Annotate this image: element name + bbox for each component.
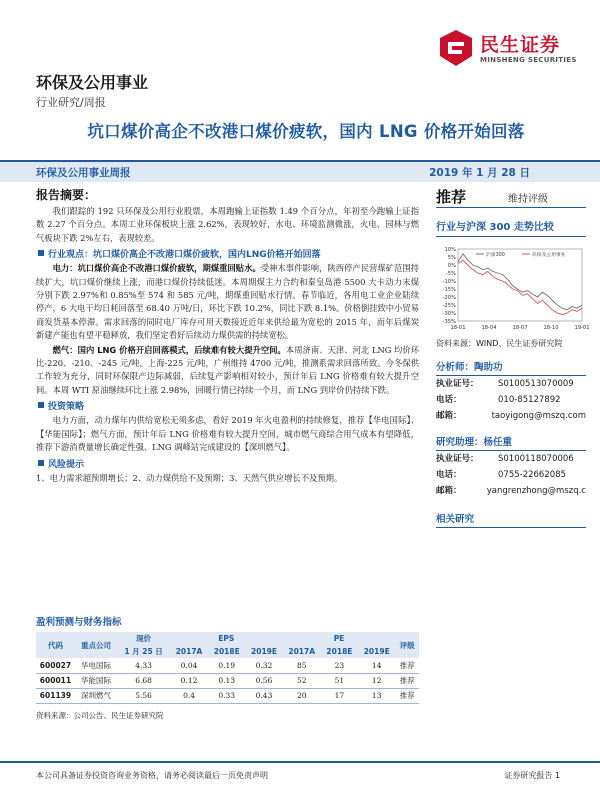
x-tick-label: 18-10	[543, 325, 559, 331]
risk-paragraph: 1、电力需求超预期增长；2、动力煤供给不及预期；3、天然气供应增长不及预期。	[36, 472, 343, 483]
analyst-email	[436, 408, 586, 424]
banner-title: 环保及公用事业周报	[36, 167, 131, 179]
cell-price: 4.33	[117, 658, 170, 673]
analyst-license	[436, 376, 586, 392]
y-tick-label: 0%	[447, 263, 456, 269]
y-tick-label: -35%	[442, 319, 456, 325]
footer-divider	[0, 761, 600, 763]
performance-chart	[436, 243, 590, 335]
rating-value: 维持评级	[508, 194, 548, 205]
related-research[interactable]: 相关研究	[436, 511, 586, 528]
summary-title: 报告摘要：	[36, 188, 97, 202]
cell-eps: 0.04	[170, 658, 208, 673]
chart-title: 行业与沪深 300 走势比较	[436, 218, 586, 237]
col-pe-2018: 2018E	[321, 645, 358, 658]
y-tick-label: -20%	[442, 295, 456, 301]
gas-lead: 燃气：国内 LNG 价格开启回落模式，后续难有较大提升空间。	[52, 344, 286, 355]
y-tick-label: 10%	[444, 247, 456, 253]
report-type: 行业研究/周报	[36, 96, 106, 109]
legend-label: 沪深300	[486, 253, 505, 258]
power-paragraph	[36, 262, 419, 342]
assistant-email-key: 邮箱：	[436, 486, 462, 496]
footer-page: 证券研究报告 1	[504, 771, 560, 780]
analyst-license-key: 执业证号：	[436, 379, 479, 389]
cell-eps: 0.19	[208, 658, 245, 673]
col-pe-2017: 2017A	[283, 645, 321, 658]
assistant-phone-value: 0755-22662085	[498, 470, 566, 480]
bullet-risk	[38, 457, 419, 470]
sector-title: 环保及公用事业	[36, 73, 149, 92]
legend-label: 环保及公用事业	[532, 253, 566, 258]
report-banner	[0, 160, 600, 182]
cell-pe: 17	[321, 688, 358, 703]
col-eps-2018: 2018E	[208, 645, 245, 658]
power-text: 受神木事件影响，陕西停产民营煤矿范围持续扩大，坑口煤价继续上涨，而港口煤价持续低迷。本周期煤主力合约和秦皇岛港 5500 大卡动力末煤分别下跌 2.97%和 0.85%至 574 和 585 元/吨，期煤重回贴水行情。春节临近，各用电工业企业陆续停产，6 大电干均日耗回落至 68.40 万吨/日，环比下跌 10.2%，同比下跌 8.1%。价格倒挂致中小贸易商发货基本停滞。需求回落的同时电厂库存可用天数接近近年来供给最为宽松的 2015 年，而年后煤炭新建产能也有望平稳释放，我们坚定看好后续动力煤供需的持续宽松。	[36, 263, 419, 341]
cell-pe: 12	[358, 673, 395, 688]
company-logo	[436, 28, 586, 76]
cell-pe: 23	[321, 658, 358, 673]
series-line-1	[458, 260, 582, 314]
x-tick-label: 18-04	[481, 325, 497, 331]
assistant-license-value: S0100118070006	[498, 454, 574, 464]
assistant-email	[436, 483, 586, 499]
cell-eps: 0.4	[170, 688, 208, 703]
summary-section	[36, 186, 419, 486]
cell-rating: 推荐	[395, 673, 419, 688]
cell-eps: 0.43	[245, 688, 282, 703]
assistant-license	[436, 451, 586, 467]
gas-text: 本周济南、天津、河北 LNG 均价环比-220、-210、-245 元/吨，上海-225 元/吨，广州维持 4700 元/吨，推测系需求回落所致。今冬保供工作较为充分，同时环保限产边际减弱，后续复产影响相对较小，预计年后 LNG 价格难有较大提升空间。本周 WTI 原油继续环比上涨 2.98%，回暖行情已持续一个月，而 LNG 到岸价仍持续下跌。	[36, 344, 419, 395]
cell-pe: 13	[358, 688, 395, 703]
analyst-email-value[interactable]: taoyigong@mszq.com	[491, 411, 586, 421]
col-price-date: 1 月 25 日	[117, 645, 170, 658]
cell-price: 5.56	[117, 688, 170, 703]
assistant-email-value[interactable]: yangrenzhong@mszq.c	[486, 486, 586, 496]
x-tick-label: 19-01	[574, 325, 590, 331]
cell-pe: 51	[321, 673, 358, 688]
side-panel	[436, 186, 590, 528]
y-tick-label: -25%	[442, 303, 456, 309]
cell-pe: 14	[358, 658, 395, 673]
col-price: 现价	[117, 632, 170, 645]
analyst-phone	[436, 392, 586, 408]
summary-intro: 我们跟踪的 192 只环保及公用行业股票，本周跑输上证指数 1.49 个百分点，年初至今跑输上证指数 2.27 个百分点。本周工业环保板块上涨 2.62%，表现较好，水电、环境监测微涨，火电、园林与燃气板块下跌 2%左右，表现较差。	[36, 206, 419, 243]
assistant-phone-key: 电话：	[436, 470, 462, 480]
bullet-strategy-label: 投资策略	[48, 402, 85, 413]
y-tick-label: 5%	[447, 255, 456, 261]
report-headline: 坑口煤价高企不改港口煤价疲软，国内 LNG 价格开始回落	[87, 122, 525, 141]
cell-pe: 20	[283, 688, 321, 703]
power-lead: 电力：坑口煤价高企不改港口煤价疲软，期煤重回贴水。	[52, 263, 261, 274]
cell-eps: 0.33	[208, 688, 245, 703]
rating-row	[436, 186, 586, 208]
cell-name: 华能国际	[75, 673, 117, 688]
bullet-square-icon	[38, 460, 44, 466]
footer-disclaimer: 本公司具备证券投资咨询业务资格，请务必阅读最后一页免责声明	[36, 771, 268, 780]
col-pe-2019: 2019E	[358, 645, 395, 658]
cell-rating: 推荐	[395, 688, 419, 703]
bullet-risk-label: 风险提示	[48, 459, 85, 470]
analyst-email-key: 邮箱：	[436, 411, 462, 421]
y-tick-label: -15%	[442, 287, 456, 293]
brand-name-cn: 民生证券	[480, 34, 561, 56]
analyst-heading: 分析师：陶助功	[436, 359, 586, 376]
report-date: 2019 年 1 月 28 日	[429, 167, 530, 179]
bullet-square-icon	[38, 250, 44, 256]
assistant-phone	[436, 467, 586, 483]
analyst-license-value: S0100513070009	[498, 379, 574, 389]
cell-rating: 推荐	[395, 658, 419, 673]
cell-eps: 0.12	[170, 673, 208, 688]
rating-label: 推荐	[436, 188, 467, 206]
bullet-strategy	[38, 399, 419, 412]
col-eps: EPS	[170, 632, 283, 645]
table-title: 盈利预测与财务指标	[36, 617, 122, 628]
cell-code: 600011	[36, 673, 75, 688]
table-row	[36, 673, 419, 688]
cell-eps: 0.32	[245, 658, 282, 673]
financial-table	[36, 632, 419, 704]
col-code: 代码	[36, 632, 75, 658]
col-rating: 评级	[395, 632, 419, 658]
col-pe: PE	[283, 632, 396, 645]
y-tick-label: -30%	[442, 311, 456, 317]
table-row	[36, 688, 419, 703]
x-tick-label: 18-01	[450, 325, 466, 331]
y-tick-label: -10%	[442, 279, 456, 285]
cell-name: 华电国际	[75, 658, 117, 673]
cell-pe: 52	[283, 673, 321, 688]
cell-pe: 85	[283, 658, 321, 673]
performance-chart-svg	[436, 243, 590, 335]
col-eps-2017: 2017A	[170, 645, 208, 658]
table-row	[36, 658, 419, 673]
bullet-industry-view-label: 行业观点：坑口煤价高企不改港口煤价疲软，国内LNG价格开始回落	[48, 250, 321, 261]
cell-eps: 0.13	[208, 673, 245, 688]
col-name: 重点公司	[75, 632, 117, 658]
col-eps-2019: 2019E	[245, 645, 282, 658]
chart-source: 资料来源：WIND、民生证券研究院	[436, 339, 563, 348]
brand-name-en: MINSHENG SECURITIES	[480, 56, 577, 64]
cell-code: 600027	[36, 658, 75, 673]
strategy-paragraph: 电力方面，动力煤年内供给宽松无须多虑，看好 2019 年火电盈利的持续修复，推荐【华电国际】、【华能国际】；燃气方面，预计年后 LNG 价格难有较大提升空间，城市燃气商综合用气成本有望降低，推荐下游消费量增长确定性强、LNG 调峰站完成建设的【深圳燃气】。	[36, 415, 419, 453]
chart-frame	[458, 249, 582, 321]
analyst-phone-value: 010-85127892	[498, 395, 561, 405]
minsheng-logo-icon	[436, 28, 476, 68]
cell-name: 深圳燃气	[75, 688, 117, 703]
table-source: 资料来源：公司公告、民生证券研究院	[36, 711, 164, 720]
assistant-license-key: 执业证号：	[436, 454, 479, 464]
cell-price: 6.68	[117, 673, 170, 688]
cell-eps: 0.56	[245, 673, 282, 688]
y-tick-label: -5%	[445, 271, 456, 277]
analyst-phone-key: 电话：	[436, 395, 462, 405]
assistant-heading: 研究助理：杨任重	[436, 434, 586, 451]
bullet-industry-view	[38, 247, 419, 260]
x-tick-label: 18-07	[512, 325, 528, 331]
cell-code: 601139	[36, 688, 75, 703]
bullet-square-icon	[38, 402, 44, 408]
series-line-0	[458, 254, 582, 310]
gas-paragraph	[36, 344, 419, 398]
